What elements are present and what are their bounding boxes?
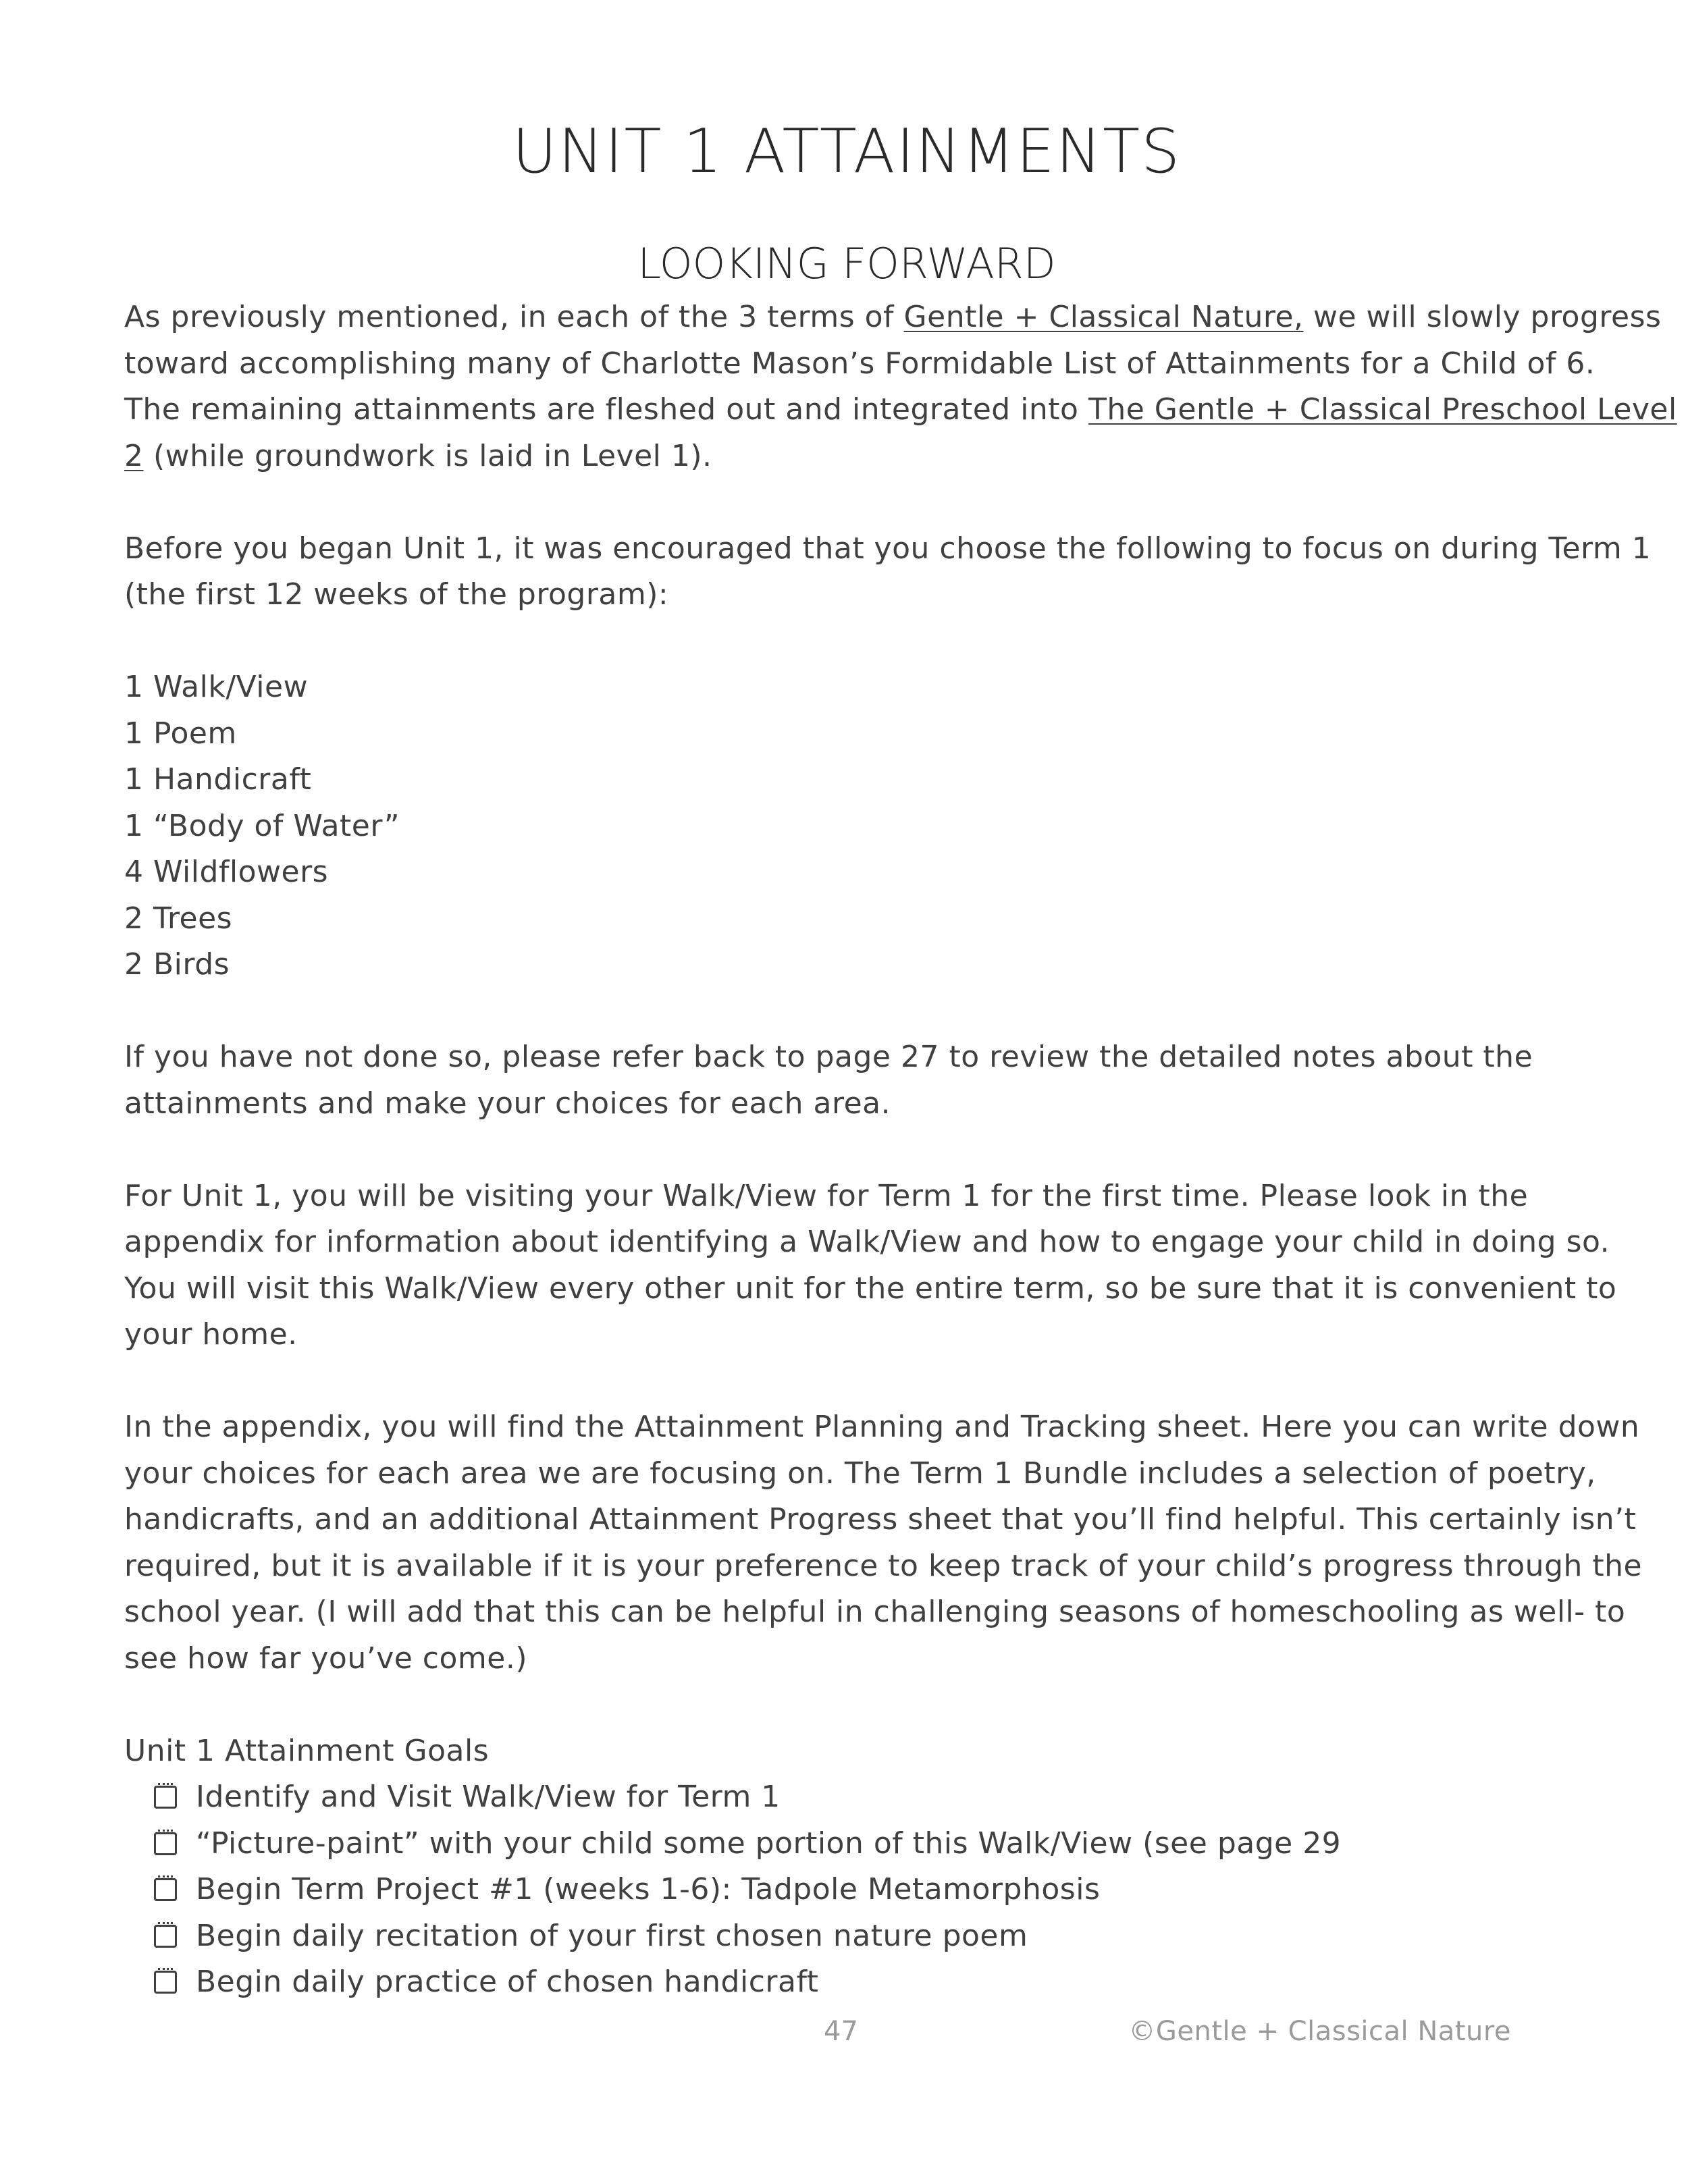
intro-text: we will slowly progress [1303,300,1662,334]
list-item: 1 “Body of Water” [124,808,400,843]
preschool-level-title: The Gentle + Classical Preschool Level [1088,392,1677,427]
appendix-line-1: In the appendix, you will find the Attainment Planning and Tracking sheet. Here you can write down [124,1410,1640,1444]
focus-list [124,664,1569,988]
checkbox-icon[interactable] [154,1832,177,1855]
list-item: 2 Birds [124,947,230,982]
before-line-2: (the first 12 weeks of the program): [124,577,669,612]
list-item: 1 Handicraft [124,762,312,797]
appendix-line-6: see how far you’ve come.) [124,1641,527,1676]
appendix-line-2: your choices for each area we are focusing on. The Term 1 Bundle includes a selection of poetry, [124,1456,1596,1491]
section-subtitle: LOOKING FORWARD [637,239,1056,288]
goal-label: Identify and Visit Walk/View for Term 1 [196,1780,781,1814]
goal-item [124,1821,1569,1867]
refer-line-2: attainments and make your choices for each area. [124,1086,891,1121]
goal-label: Begin daily recitation of your first chosen nature poem [196,1918,1028,1953]
goal-item [124,1959,1569,2006]
intro-text: (while groundwork is laid in Level 1). [143,438,712,473]
walk-line-3: You will visit this Walk/View every other unit for the entire term, so be sure that it is convenient to [124,1271,1617,1306]
checkbox-icon[interactable] [154,1878,177,1901]
intro-text: The remaining attainments are fleshed out and integrated into [124,392,1088,427]
document-page [124,0,1677,2184]
list-item: 2 Trees [124,901,233,936]
appendix-paragraph [124,1404,1643,1682]
checkbox-icon[interactable] [154,1786,177,1809]
body-text [124,294,1677,2006]
goal-label: “Picture-paint” with your child some portion of this Walk/View (see page 29 [196,1826,1342,1861]
intro-line-4 [124,433,1569,480]
intro-line-1 [124,294,1662,341]
goal-label: Begin daily practice of chosen handicraft [196,1965,819,1999]
checkbox-icon[interactable] [154,1971,177,1994]
intro-line-2: toward accomplishing many of Charlotte Mason’s Formidable List of Attainments for a Child of 6. [124,346,1595,381]
appendix-line-3: handicrafts, and an additional Attainment Progress sheet that you’ll find helpful. This certainly isn’t [124,1502,1637,1537]
gentle-classical-nature-title: Gentle + Classical Nature, [903,300,1304,334]
list-item: 4 Wildflowers [124,855,329,889]
walk-line-1: For Unit 1, you will be visiting your Walk/View for Term 1 for the first time. Please look in the [124,1178,1529,1213]
checkbox-icon[interactable] [154,1925,177,1948]
goal-label: Begin Term Project #1 (weeks 1-6): Tadpole Metamorphosis [196,1872,1101,1907]
page-number: 47 [824,2016,858,2047]
goals-section [124,1728,1569,2006]
list-item: 1 Poem [124,716,237,751]
copyright-notice: ©Gentle + Classical Nature [1128,2016,1511,2047]
before-line-1: Before you began Unit 1, it was encouraged that you choose the following to focus on during Term 1 [124,531,1652,566]
refer-line-1: If you have not done so, please refer back to page 27 to review the detailed notes about the [124,1040,1533,1074]
goal-item [124,1774,1569,1821]
walk-paragraph [124,1173,1617,1358]
intro-text: As previously mentioned, in each of the 3 terms of [124,300,904,334]
intro-line-3 [124,387,1677,433]
refer-paragraph [124,1034,1569,1127]
appendix-line-4: required, but it is available if it is your preference to keep track of your child’s progress through the [124,1548,1643,1583]
walk-line-2: appendix for information about identifying a Walk/View and how to engage your child in doing so. [124,1225,1610,1259]
walk-line-4: your home. [124,1317,298,1352]
appendix-line-5: school year. (I will add that this can be helpful in challenging seasons of homeschooling as well- to [124,1595,1626,1629]
preschool-level-title-cont: 2 [124,438,144,473]
goal-item [124,1913,1569,1960]
page-title: UNIT 1 ATTAINMENTS [512,116,1182,187]
intro-paragraph [124,294,1677,479]
goals-heading: Unit 1 Attainment Goals [124,1733,490,1768]
goal-item [124,1867,1569,1913]
list-item: 1 Walk/View [124,670,309,704]
before-paragraph [124,526,1652,618]
